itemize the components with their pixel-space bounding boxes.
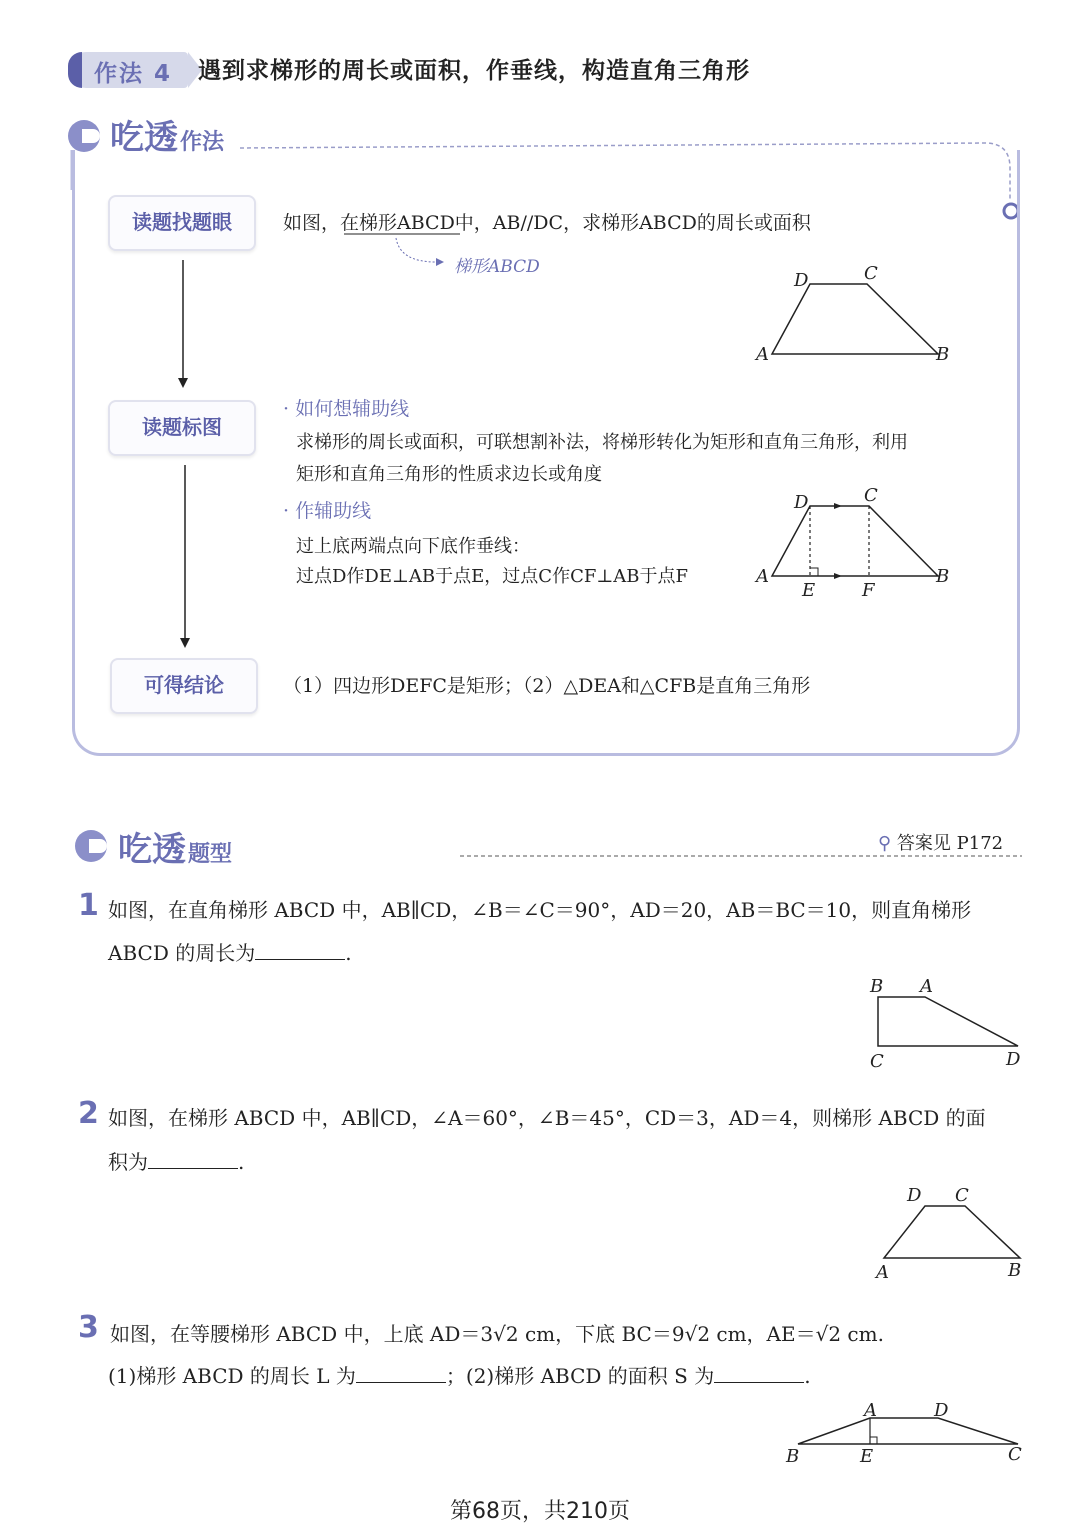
answer-blank-3a[interactable] [356,1362,446,1383]
label-d: D [794,270,809,291]
step2-para1-line2: 矩形和直角三角形的性质求边长或角度 [296,464,602,485]
answer-blank-3b[interactable] [714,1362,804,1383]
question-2-line2 [108,1146,244,1175]
question-1-line2 [108,937,352,966]
label2-c: C [864,485,878,506]
question-3-part1: (1)梯形 ABCD 的周长 L 为 [108,1364,356,1388]
label2-d: D [794,492,809,513]
question-2-line1: 如图，在梯形 ABCD 中，AB∥CD，∠A＝60°，∠B＝45°，CD＝3，AD＝4，则梯形 ABCD 的面 [108,1106,986,1130]
question-2-prompt: 积为 [108,1150,148,1174]
label-b: B [936,344,950,365]
answer-blank-2[interactable] [148,1148,238,1169]
flow-arrows [160,250,210,660]
figure-question-1 [860,972,1030,1072]
section-title-small: 作法 [180,130,225,155]
step2-para2-line2: 过点D作DE⊥AB于点E，过点C作CF⊥AB于点F [296,566,688,587]
q3-label-d: D [934,1400,949,1421]
label2-f: F [862,580,875,600]
figure-trapezoid-abcd [750,262,960,372]
q2-label-b: B [1008,1260,1022,1281]
label-c: C [864,263,878,284]
question-1-period: . [345,941,352,965]
step2-para2-line1: 过上底两端点向下底作垂线： [296,536,530,557]
page-footer: 第68页，共210页 [450,1499,630,1524]
q2-label-a: A [876,1262,889,1282]
question-3-period: . [804,1364,811,1388]
question-1-number: 1 [78,888,99,923]
q1-label-c: C [870,1051,884,1072]
step2-bullet-1: · 如何想辅助线 [283,398,410,420]
question-1-line1: 如图，在直角梯形 ABCD 中，AB∥CD，∠B＝∠C＝90°，AD＝20，AB＝BC＝10，则直角梯形 [108,898,972,922]
q3-label-a: A [864,1400,877,1421]
label2-b: B [936,566,950,587]
label2-a: A [756,566,769,587]
answer-blank-1[interactable] [255,939,345,960]
q3-label-e: E [860,1446,874,1467]
figure-question-2 [870,1182,1030,1282]
step-read-mark: 读题标图 [108,400,256,456]
q1-label-b: B [870,976,884,997]
panel-left-top [60,150,90,190]
step1-annotation: 梯形ABCD [454,257,540,277]
question-3-number: 3 [78,1310,99,1345]
step1-text: 如图，在梯形ABCD中，AB//DC，求梯形ABCD的周长或面积 [283,212,811,234]
section-title-big: 吃透 [110,118,178,158]
step-read-find-key: 读题找题眼 [108,195,256,251]
section2-title-big: 吃透 [118,830,186,870]
method-title: 遇到求梯形的周长或面积，作垂线，构造直角三角形 [198,58,750,84]
q2-label-d: D [907,1185,922,1206]
question-1-prompt: ABCD 的周长为 [108,941,256,965]
step-conclusion: 可得结论 [110,658,258,714]
question-3-line1: 如图，在等腰梯形 ABCD 中，上底 AD＝3√2 cm，下底 BC＝9√2 cm，AE＝√2 cm. [110,1322,884,1346]
step2-para1-line1: 求梯形的周长或面积，可联想割补法，将梯形转化为矩形和直角三角形，利用 [296,432,908,453]
method-tag-label: 作法 4 [94,61,173,87]
step2-bullet-2: · 作辅助线 [283,500,372,522]
question-2-period: . [238,1150,245,1174]
figure-question-3 [780,1398,1030,1468]
answer-reference [878,829,1003,855]
question-2-number: 2 [78,1096,99,1131]
label-a: A [756,344,769,365]
question-3-line2 [108,1360,811,1389]
section2-pacman-icon [75,830,107,862]
section2-title-small: 题型 [188,842,233,867]
step1-annotation-arrow [340,230,460,270]
question-3-part2: ；(2)梯形 ABCD 的面积 S 为 [445,1364,715,1388]
q3-label-b: B [786,1446,800,1467]
answer-reference-text: 答案见 P172 [896,833,1004,854]
q3-label-c: C [1008,1444,1022,1465]
key-icon: ⚲ [878,833,892,854]
label2-e: E [802,580,816,600]
q2-label-c: C [955,1185,969,1206]
figure-trapezoid-altitudes [750,484,960,600]
step3-text: （1）四边形DEFC是矩形；（2）△DEA和△CFB是直角三角形 [283,675,811,697]
section-title-problems [118,822,232,871]
q1-label-a: A [920,976,933,997]
q1-label-d: D [1006,1049,1021,1070]
